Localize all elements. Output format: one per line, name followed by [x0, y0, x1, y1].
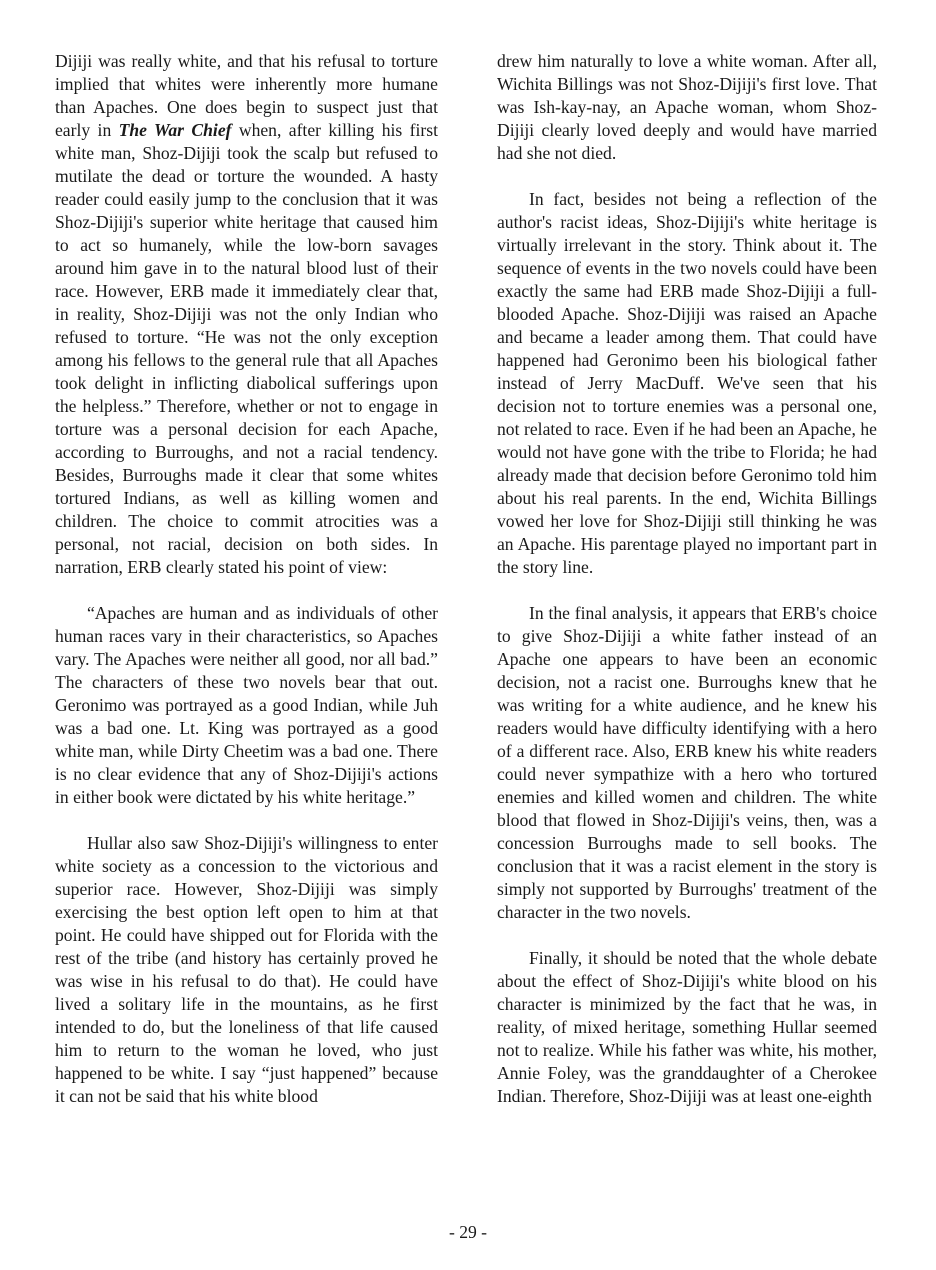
paragraph-4: drew him naturally to love a white woman. After all, Wichita Billings was not Shoz-Dijiji's first love. That was Ish-kay-nay, an Apache woman, whom Shoz-Dijiji clearly loved deeply and would have married had she not died.	[497, 51, 877, 163]
paragraph-1-start: Dijiji was really white, and that his refusal to torture implied that whites were inherently more humane than Apaches. One does begin to suspect just that early in	[55, 51, 438, 140]
page-number: - 29 -	[448, 1222, 488, 1242]
paragraph-5: In fact, besides not being a reflection of the author's racist ideas, Shoz-Dijiji's white heritage is virtually irrelevant in the story. Think about it. The sequence of events in the two novels could have been exactly the same had ERB made Shoz-Dijiji a full-blooded Apache. Shoz-Dijiji was raised an Apache and became a leader among them. That could have happened had Geronimo been his biological father instead of Jerry MacDuff. We've seen that his decision not to torture enemies was a personal one, not related to race. Even if he had been an Apache, he would not have gone with the tribe to Florida; he had already made that decision before Geronimo told him about his real parents. In the end, Wichita Billings vowed her love for Shoz-Dijiji still thinking he was an Apache. His parentage played no important part in the story line.	[497, 189, 877, 577]
paragraph-6: In the final analysis, it appears that ERB's choice to give Shoz-Dijiji a white father instead of an Apache one appears to have been an economic decision, not a racist one. Burroughs knew that he was writing for a white audience, and he knew his readers would have difficulty identifying with a hero of a different race. Also, ERB knew his white readers could never sympathize with a hero who tortured enemies and killed women and children. The white blood that flowed in Shoz-Dijiji's veins, then, was a concession Burroughs made to sell books. The conclusion that it was a racist element in the story is simply not supported by Burroughs' treatment of the character in the two novels.	[497, 603, 877, 922]
left-column	[55, 50, 438, 1108]
paragraph-2: “Apaches are human and as individuals of other human races vary in their characteristics, so Apaches vary. The Apaches were neither all good, nor all bad.” The characters of these two novels bear that out. Geronimo was portrayed as a good Indian, while Juh was a bad one. Lt. King was portrayed as a good white man, while Dirty Cheetim was a bad one. There is no clear evidence that any of Shoz-Dijiji's actions in either book were dictated by his white heritage.”	[55, 603, 438, 807]
paragraph-1-rest: when, after killing his first white man, Shoz-Dijiji took the scalp but refused to mutilate the dead or torture the wounded. A hasty reader could easily jump to the conclusion that it was Shoz-Dijiji's superior white heritage that caused him to act so humanely, while the low-born savages around him gave in to the natural blood lust of their race. However, ERB made it immediately clear that, in reality, Shoz-Dijiji was not the only Indian who refused to torture. “He was not the only exception among his fellows to the general rule that all Apaches took delight in inflicting diabolical sufferings upon the helpless.” Therefore, whether or not to engage in torture was a personal decision for each Apache, according to Burroughs, and not a racial tendency. Besides, Burroughs made it clear that some whites tortured Indians, as well as killing women and children. The choice to commit atrocities was a personal, not racial, decision on both sides. In narration, ERB clearly stated his point of view:	[55, 120, 438, 577]
book-title: The War Chief	[118, 120, 232, 140]
paragraph-1	[55, 50, 438, 579]
paragraph-7: Finally, it should be noted that the whole debate about the effect of Shoz-Dijiji's white blood on his character is minimized by the fact that he was, in reality, of mixed heritage, something Hullar seemed not to realize. While his father was white, his mother, Annie Foley, was the granddaughter of a Cherokee Indian. Therefore, Shoz-Dijiji was at least one-eighth	[497, 948, 877, 1106]
paragraph-3: Hullar also saw Shoz-Dijiji's willingness to enter white society as a concession to the victorious and superior race. However, Shoz-Dijiji was simply exercising the best option left open to him at that point. He could have shipped out for Florida with the rest of the tribe (and history has certainly proved he was wise in his refusal to do that). He could have lived a solitary life in the mountains, as he first intended to do, but the loneliness of that life caused him to return to the woman he loved, who just happened to be white. I say “just happened” because it can not be said that his white blood	[55, 833, 438, 1106]
right-column	[497, 50, 877, 1108]
